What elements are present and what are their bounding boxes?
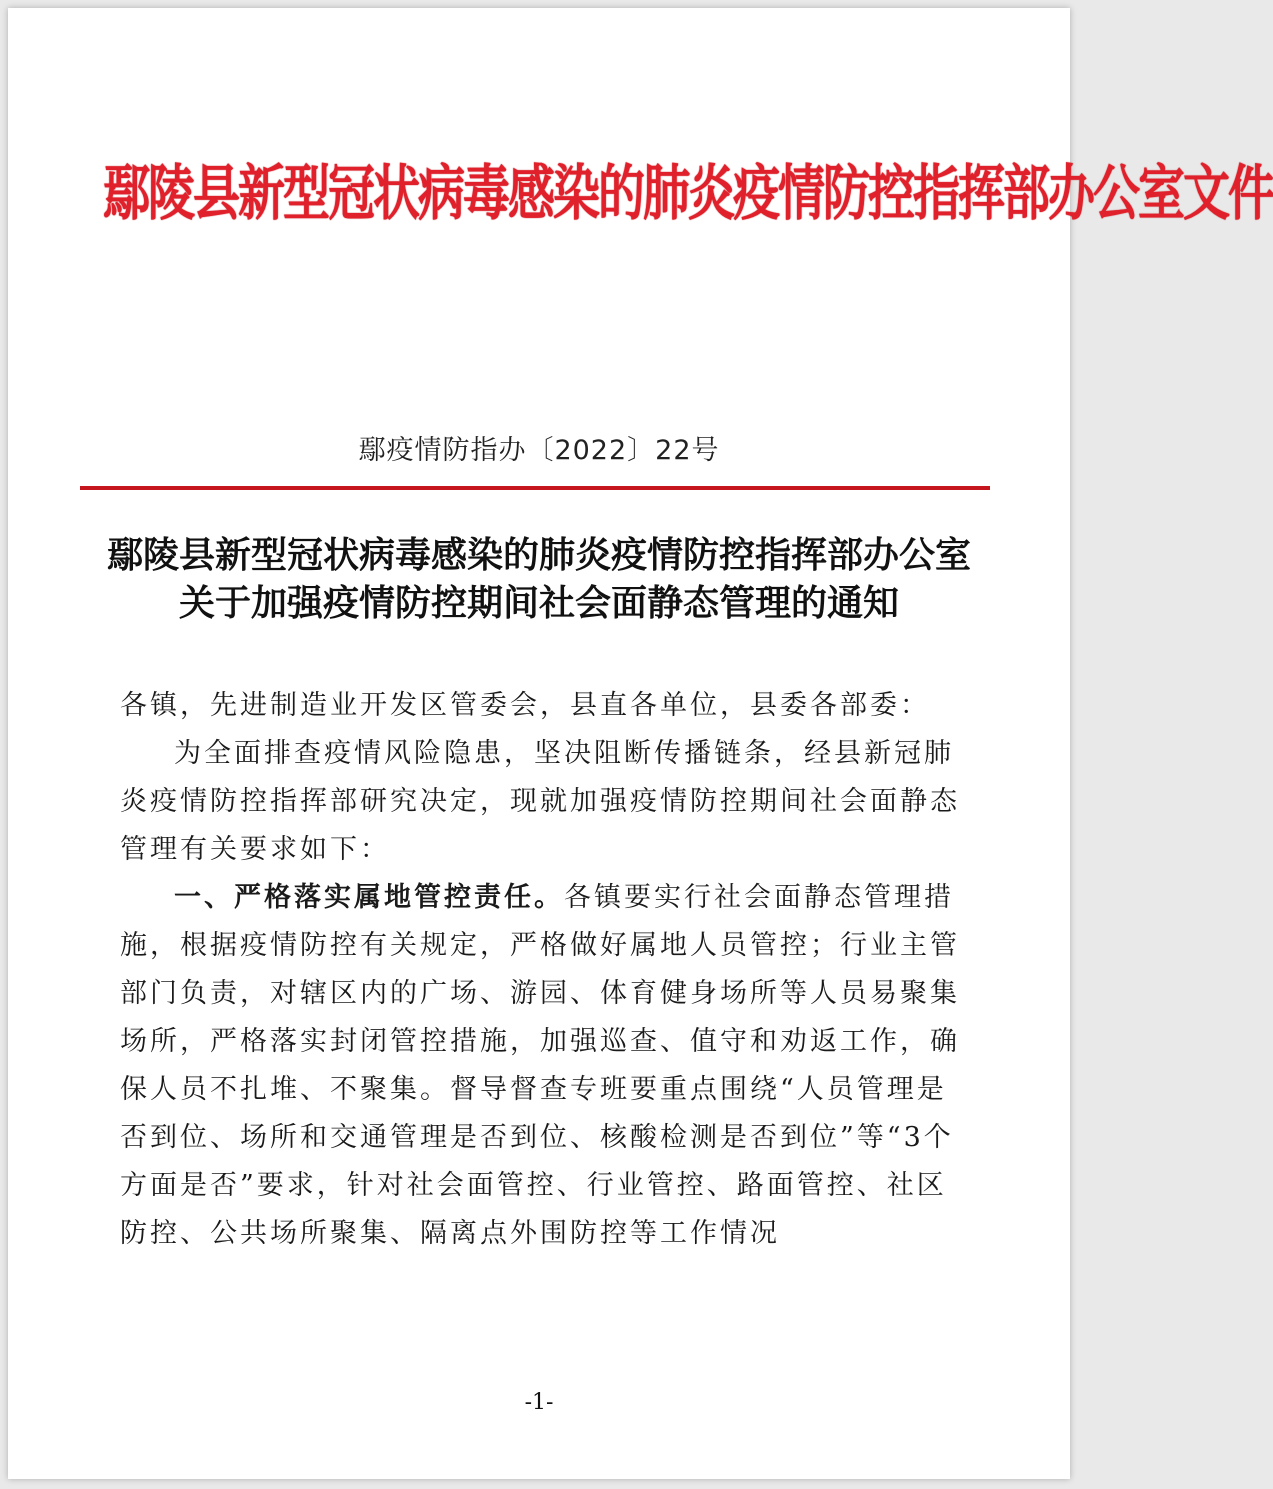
salutation: 各镇，先进制造业开发区管委会，县直各单位，县委各部委： (120, 690, 930, 721)
notice-title (8, 531, 1070, 627)
notice-title-line-2: 关于加强疫情防控期间社会面静态管理的通知 (178, 582, 899, 624)
document-page (8, 8, 1273, 1479)
document-number: 鄢疫情防指办〔2022〕22号 (358, 435, 720, 466)
section-1-paragraph (120, 874, 960, 1258)
page-number: -1- (524, 1390, 554, 1415)
notice-body (120, 682, 960, 1258)
section-1-heading: 一、严格落实属地管控责任。 (174, 882, 564, 913)
document-header-title: 鄢陵县新型冠状病毒感染的肺炎疫情防控指挥部办公室文件 (103, 158, 1273, 230)
red-divider-line (80, 486, 990, 490)
intro-paragraph: 为全面排查疫情风险隐患，坚决阻断传播链条，经县新冠肺炎疫情防控指挥部研究决定，现就加强疫情防控期间社会面静态管理有关要求如下： (120, 738, 960, 865)
section-1-text: 各镇要实行社会面静态管理措施，根据疫情防控有关规定，严格做好属地人员管控；行业主管部门负责，对辖区内的广场、游园、体育健身场所等人员易聚集场所，严格落实封闭管控措施，加强巡查、值守和劝返工作，确保人员不扎堆、不聚集。督导督查专班要重点围绕“人员管理是否到位、场所和交通管理是否到位、核酸检测是否到位”等“3个方面是否”要求，针对社会面管控、行业管控、路面管控、社区防控、公共场所聚集、隔离点外围防控等工作情况 (120, 882, 960, 1249)
notice-title-line-1: 鄢陵县新型冠状病毒感染的肺炎疫情防控指挥部办公室 (106, 534, 971, 576)
